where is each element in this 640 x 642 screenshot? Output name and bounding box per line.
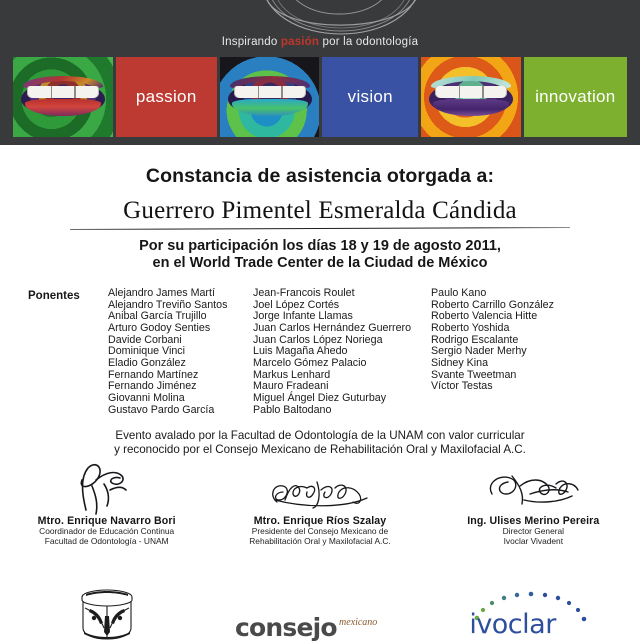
ivoclar-logo-word: ivoclar xyxy=(469,609,556,640)
speaker-name: Joel López Cortés xyxy=(253,298,340,311)
speaker-name: Fernando Jiménez xyxy=(108,380,197,393)
participation-details xyxy=(0,238,640,272)
consejo-logo-slot xyxy=(213,584,426,640)
endorsement-text xyxy=(0,429,640,456)
tile-innovation xyxy=(524,57,627,137)
speaker-name: Arturo Godoy Senties xyxy=(108,321,211,334)
certificate-body xyxy=(0,145,640,546)
endorsement-line-1: Evento avalado por la Facultad de Odontología de la UNAM con valor curricular xyxy=(115,429,525,443)
speakers-column-3 xyxy=(431,288,616,393)
consejo-logo-sub: mexicano xyxy=(338,617,378,628)
title-block xyxy=(0,145,640,272)
tile-passion-label: passion xyxy=(135,87,197,106)
speaker-name: Paulo Kano xyxy=(431,287,487,299)
tile-passion xyxy=(116,57,217,137)
signatory-role-2b: Rehabilitación Oral y Maxilofacial A.C. xyxy=(249,535,391,546)
recipient-underline xyxy=(70,227,570,230)
signatory-name-1: Mtro. Enrique Navarro Bori xyxy=(37,515,176,528)
tile-vision-label: vision xyxy=(347,87,393,106)
speaker-name: Jean-Francois Roulet xyxy=(253,287,355,299)
tagline-accent: pasión xyxy=(280,36,320,48)
participation-line-1: Por su participación los días 18 y 19 de agosto 2011, xyxy=(139,238,501,254)
tagline-post: por la odontología xyxy=(319,36,419,48)
recipient-name: Guerrero Pimentel Esmeralda Cándida xyxy=(123,197,517,224)
signatory-role-1a: Coordinador de Educación Continua xyxy=(39,526,175,537)
speaker-name: Anibal García Trujillo xyxy=(108,310,207,323)
speaker-name: Jorge Infante Llamas xyxy=(253,310,353,323)
speaker-name: Sergio Nader Merhy xyxy=(431,345,527,358)
speaker-name: Roberto Yoshida xyxy=(431,321,510,334)
signature-block-2 xyxy=(213,460,426,546)
signature-mark-2 xyxy=(213,460,426,516)
speaker-name: Marcelo Gómez Palacio xyxy=(253,356,367,369)
lips-art-blue xyxy=(220,57,320,137)
tagline-pre: Inspirando xyxy=(221,36,281,48)
speaker-name: Juan Carlos Hernández Guerrero xyxy=(253,321,412,334)
speaker-name: Mauro Fradeani xyxy=(253,380,329,393)
speakers-column-1 xyxy=(108,288,253,416)
speaker-name: Rodrigo Escalante xyxy=(431,333,519,346)
unam-shield-icon xyxy=(74,588,140,640)
lips-art-green xyxy=(13,57,113,137)
speaker-name: Dominique Vinci xyxy=(108,345,186,358)
signature-mark-3 xyxy=(427,460,640,516)
consejo-mexicano-logo xyxy=(235,606,405,640)
speaker-name: Svante Tweetman xyxy=(431,368,517,381)
speakers-label: Ponentes xyxy=(28,290,80,302)
participation-line-2: en el World Trade Center de la Ciudad de México xyxy=(152,255,488,271)
speaker-name: Fernando Martínez xyxy=(108,368,199,381)
signatory-name-2: Mtro. Enrique Ríos Szalay xyxy=(253,515,387,528)
speaker-name: Luis Magaña Ahedo xyxy=(253,345,348,358)
recipient-block xyxy=(70,197,570,229)
signatory-role-3a: Director General xyxy=(502,526,565,537)
speaker-name: Eladio González xyxy=(108,356,186,369)
signatory-role-2a: Presidente del Consejo Mexicano de xyxy=(251,526,389,537)
speaker-name: Sidney Kina xyxy=(431,356,489,369)
header-banner xyxy=(0,0,640,145)
speaker-name: Gustavo Pardo García xyxy=(108,403,215,416)
ivoclar-logo-slot xyxy=(427,584,640,640)
endorsement-line-2: y reconocido por el Consejo Mexicano de Rehabilitación Oral y Maxilofacial A.C. xyxy=(114,442,526,456)
signature-block-3 xyxy=(427,460,640,546)
unam-logo-slot xyxy=(0,584,213,640)
speaker-name: Víctor Testas xyxy=(431,380,493,393)
header-tagline xyxy=(0,36,640,48)
footer-logo-row xyxy=(0,584,640,640)
speaker-name: Markus Lenhard xyxy=(253,368,331,381)
signatory-role-3b: Ivoclar Vivadent xyxy=(503,535,564,546)
tile-innovation-label: innovation xyxy=(535,87,616,106)
consejo-logo-word: consejo xyxy=(234,613,337,642)
speaker-name: Juan Carlos López Noriega xyxy=(253,333,383,346)
speaker-name: Alejandro James Martí xyxy=(108,287,215,299)
speaker-name: Roberto Carrillo González xyxy=(431,298,554,311)
ivoclar-vivadent-logo xyxy=(467,590,599,640)
speaker-name: Roberto Valencia Hitte xyxy=(431,310,538,323)
signatory-name-3: Ing. Ulises Merino Pereira xyxy=(467,515,600,528)
signatory-role-1b: Facultad de Odontología - UNAM xyxy=(44,535,169,546)
tile-vision xyxy=(322,57,418,137)
speaker-name: Miguel Ángel Diez Guturbay xyxy=(253,391,387,404)
lips-art-orange xyxy=(421,57,521,137)
signature-mark-1 xyxy=(0,460,213,516)
header-tile-strip xyxy=(13,57,627,137)
speakers-column-2 xyxy=(253,288,431,416)
speaker-name: Alejandro Treviño Santos xyxy=(108,298,228,311)
signature-row xyxy=(0,460,640,546)
speaker-name: Giovanni Molina xyxy=(108,391,185,404)
certificate-title: Constancia de asistencia otorgada a: xyxy=(145,165,495,187)
signature-block-1 xyxy=(0,460,213,546)
speaker-name: Pablo Baltodano xyxy=(253,403,332,416)
speaker-name: Davide Corbani xyxy=(108,333,182,346)
speakers-section xyxy=(0,288,640,416)
